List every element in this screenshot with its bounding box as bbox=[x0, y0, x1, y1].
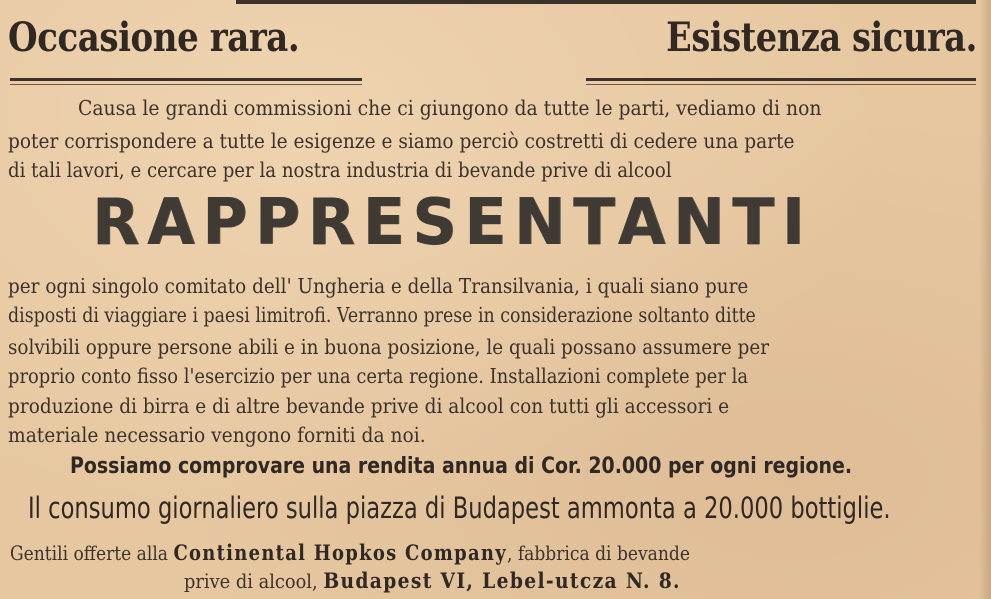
body-line: per ogni singolo comitato dell' Ungheria e della Transilvania, i quali siano pure bbox=[8, 274, 749, 298]
headline-left: Occasione rara. bbox=[8, 14, 300, 61]
consumption-statement: Il consumo giornaliero sulla piazza di Budapest ammonta a 20.000 bottiglie. bbox=[28, 491, 891, 525]
contact-line-2 bbox=[184, 568, 681, 593]
body-line: produzione di birra e di altre bevande prive di alcool con tutti gli accessori e bbox=[8, 394, 730, 418]
top-rule bbox=[236, 0, 976, 4]
contact-prefix: Gentili offerte alla bbox=[10, 541, 169, 565]
company-address: Budapest VI, Lebel-utcza N. 8. bbox=[323, 568, 681, 593]
headline-right-underline-thin bbox=[586, 84, 976, 85]
body-line: disposti di viaggiare i paesi limitrofi. Verranno prese in considerazione soltanto ditte bbox=[8, 303, 756, 327]
headline-left-underline bbox=[10, 78, 362, 81]
body-line: materiale necessario vengono forniti da noi. bbox=[8, 423, 426, 447]
representatives-title: RAPPRESENTANTI bbox=[92, 186, 813, 260]
intro-line: di tali lavori, e cercare per la nostra industria di bevande prive di alcool bbox=[8, 158, 672, 182]
headline-right-underline bbox=[586, 78, 976, 81]
body-line: proprio conto fisso l'esercizio per una certa regione. Installazioni complete per la bbox=[8, 364, 749, 388]
body-line: solvibili oppure persone abili e in buona posizione, le quali possano assumere per bbox=[8, 335, 769, 359]
intro-line: poter corrispondere a tutte le esigenze e siamo perciò costretti di cedere una parte bbox=[8, 129, 795, 153]
headline-left-underline-thin bbox=[10, 84, 362, 85]
headline-right: Esistenza sicura. bbox=[666, 14, 977, 61]
contact-suffix: , fabbrica di bevande bbox=[506, 541, 690, 565]
contact-line-1 bbox=[10, 540, 690, 565]
page-edge-shadow bbox=[979, 0, 991, 599]
income-statement: Possiamo comprovare una rendita annua di Cor. 20.000 per ogni regione. bbox=[70, 454, 853, 479]
contact-line2-prefix: prive di alcool, bbox=[184, 569, 318, 593]
intro-line: Causa le grandi commissioni che ci giungono da tutte le parti, vediamo di non bbox=[78, 96, 822, 120]
company-name: Continental Hopkos Company bbox=[173, 540, 507, 565]
